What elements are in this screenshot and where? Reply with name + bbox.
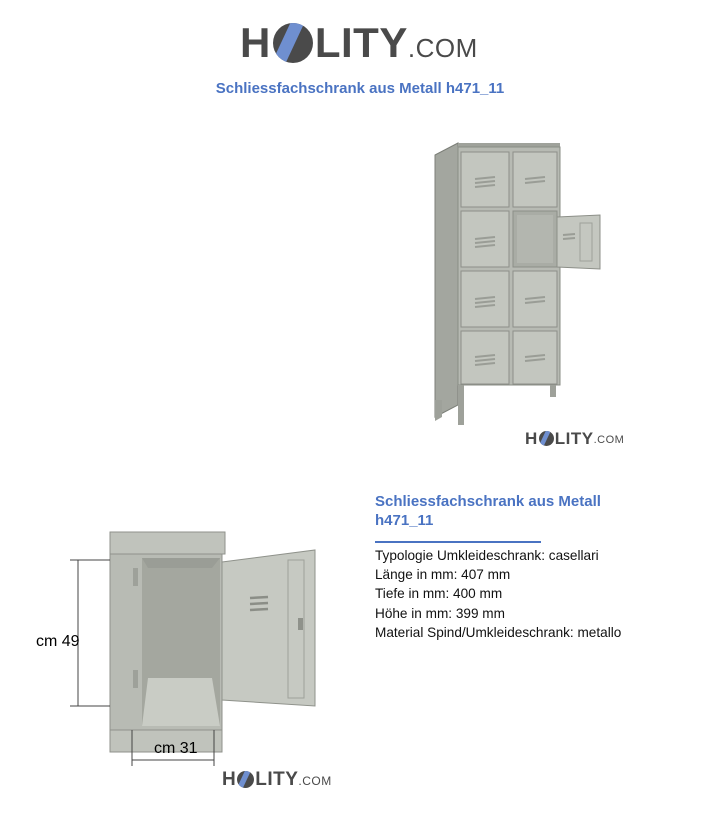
- logo-text-h: H: [240, 19, 271, 66]
- logo-o-icon: [237, 771, 254, 788]
- logo-text-lity: LITY: [255, 769, 299, 790]
- logo-o-icon: [539, 431, 554, 446]
- spec-item: Länge in mm: 407 mm: [375, 567, 511, 583]
- spec-list: [375, 546, 621, 642]
- logo-text-lity: LITY: [554, 429, 594, 448]
- width-dimension-label: cm 31: [154, 740, 198, 757]
- brand-logo-small: [525, 430, 624, 447]
- spec-item: Typologie Umkleideschrank: casellari: [375, 548, 599, 563]
- logo-text-lity: LITY: [314, 19, 408, 66]
- logo-text-com: .COM: [407, 33, 478, 63]
- logo-text-h: H: [222, 769, 237, 790]
- locker-cabinet-image: [420, 135, 610, 430]
- spec-item: Material Spind/Umkleideschrank: metallo: [375, 624, 622, 640]
- logo-text-h: H: [525, 429, 538, 448]
- spec-item: Höhe in mm: 399 mm: [375, 605, 505, 621]
- logo-text-com: .COM: [298, 774, 332, 788]
- brand-logo[interactable]: [240, 19, 478, 66]
- logo-text-com: .COM: [593, 434, 625, 446]
- spec-title: Schliessfachschrank aus Metall h471_11: [375, 493, 601, 529]
- spec-item: Tiefe in mm: 400 mm: [375, 586, 503, 602]
- logo-o-icon: [273, 23, 313, 63]
- spec-divider: [375, 541, 541, 543]
- brand-logo-small: [222, 770, 332, 789]
- page-title: Schliessfachschrank aus Metall h471_11: [215, 80, 505, 97]
- locker-detail-image: [30, 528, 330, 770]
- height-dimension-label: cm 49: [36, 633, 80, 650]
